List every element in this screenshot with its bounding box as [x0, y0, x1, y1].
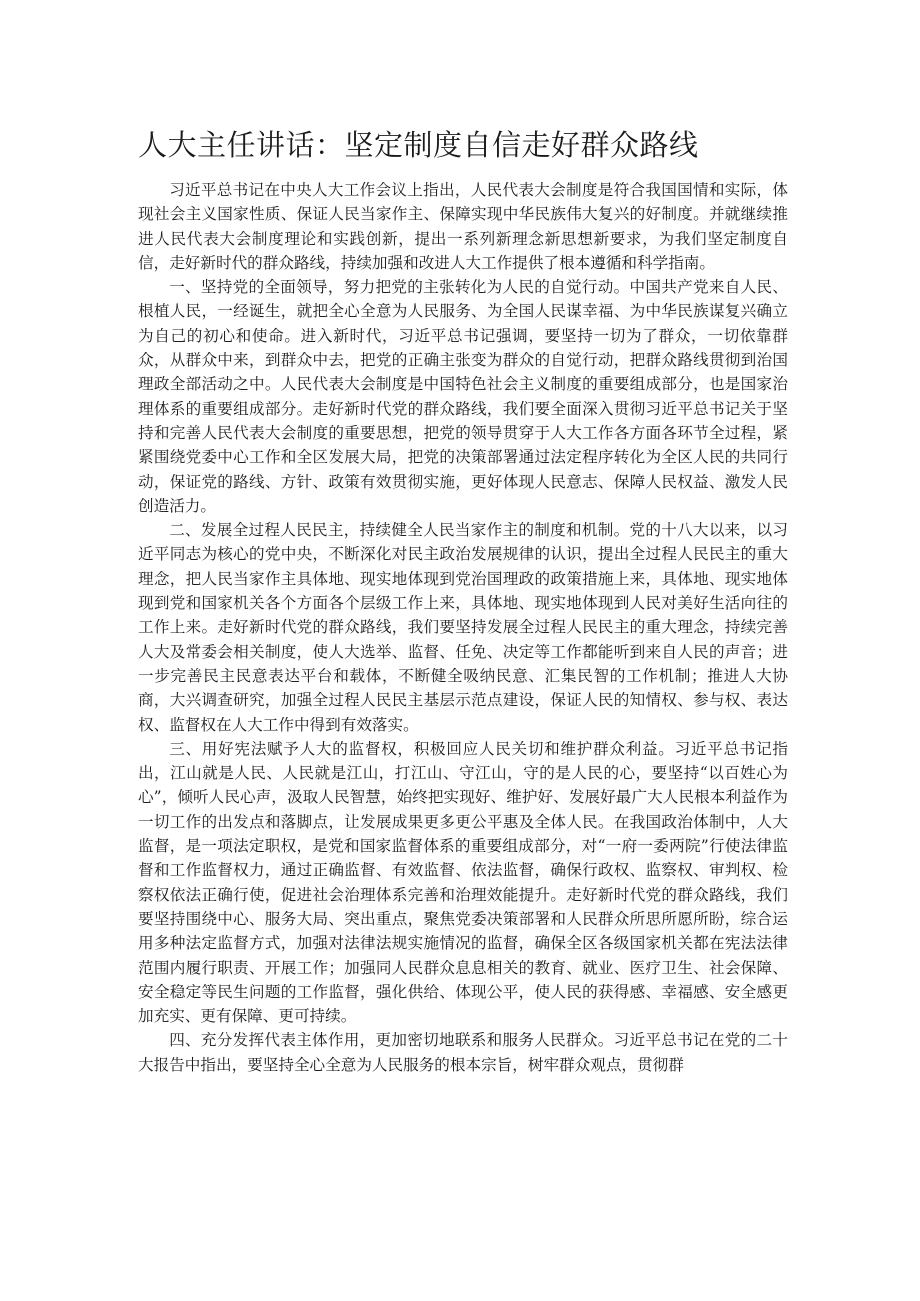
paragraph-section-4: 四、充分发挥代表主体作用，更加密切地联系和服务人民群众。习近平总书记在党的二十大报告中指出，要坚持全心全意为人民服务的根本宗旨，树牢群众观点，贯彻群 [138, 1031, 788, 1074]
document-body [138, 178, 788, 1077]
document-title: 人大主任讲话：坚定制度自信走好群众路线 [138, 128, 699, 162]
paragraph-section-1: 一、坚持党的全面领导，努力把党的主张转化为人民的自觉行动。中国共产党来自人民、根植人民，一经诞生，就把全心全意为人民服务、为全国人民谋幸福、为中华民族谋复兴确立为自己的初心和使命。进入新时代，习近平总书记强调，要坚持一切为了群众，一切依靠群众，从群众中来，到群众中去，把党的正确主张变为群众的自觉行动，把群众路线贯彻到治国理政全部活动之中。人民代表大会制度是中国特色社会主义制度的重要组成部分，也是国家治理体系的重要组成部分。走好新时代党的群众路线，我们要全面深入贯彻习近平总书记关于坚持和完善人民代表大会制度的重要思想，把党的领导贯穿于人大工作各方面各环节全过程，紧紧围绕党委中心工作和全区发展大局，把党的决策部署通过法定程序转化为全区人民的共同行动，保证党的路线、方针、政策有效贯彻实施，更好体现人民意志、保障人民权益、激发人民创造活力。 [138, 278, 788, 515]
paragraph-section-2: 二、发展全过程人民民主，持续健全人民当家作主的制度和机制。党的十八大以来，以习近平同志为核心的党中央，不断深化对民主政治发展规律的认识，提出全过程人民民主的重大理念，把人民当家作主具体地、现实地体现到党治国理政的政策措施上来，具体地、现实地体现到党和国家机关各个方面各个层级工作上来，具体地、现实地体现到人民对美好生活向往的工作上来。走好新时代党的群众路线，我们要坚持发展全过程人民民主的重大理念，持续完善人大及常委会相关制度，使人大选举、监督、任免、决定等工作都能听到来自人民的声音；进一步完善民主民意表达平台和载体，不断健全吸纳民意、汇集民智的工作机制；推进人大协商，大兴调查研究，加强全过程人民民主基层示范点建设，保证人民的知情权、参与权、表达权、监督权在人大工作中得到有效落实。 [138, 521, 788, 734]
paragraph-section-3: 三、用好宪法赋予人大的监督权，积极回应人民关切和维护群众利益。习近平总书记指出，江山就是人民、人民就是江山，打江山、守江山，守的是人民的心，要坚持“以百姓心为心”，倾听人民心声，汲取人民智慧，始终把实现好、维护好、发展好最广大人民根本利益作为一切工作的出发点和落脚点，让发展成果更多更公平惠及全体人民。在我国政治体制中，人大监督，是一项法定职权，是党和国家监督体系的重要组成部分，对“一府一委两院”行使法律监督和工作监督权力，通过正确监督、有效监督、依法监督，确保行政权、监察权、审判权、检察权依法正确行使，促进社会治理体系完善和治理效能提升。走好新时代党的群众路线，我们要坚持围绕中心、服务大局、突出重点，聚焦党委决策部署和人民群众所思所愿所盼，综合运用多种法定监督方式，加强对法律法规实施情况的监督，确保全区各级国家机关都在宪法法律范围内履行职责、开展工作；加强同人民群众息息相关的教育、就业、医疗卫生、社会保障、安全稳定等民生问题的工作监督，强化供给、体现公平，使人民的获得感、幸福感、安全感更加充实、更有保障、更可持续。 [138, 739, 788, 1026]
paragraph-intro: 习近平总书记在中央人大工作会议上指出，人民代表大会制度是符合我国国情和实际，体现社会主义国家性质、保证人民当家作主、保障实现中华民族伟大复兴的好制度。并就继续推进人民代表大会制度理论和实践创新，提出一系列新理念新思想新要求，为我们坚定制度自信，走好新时代的群众路线，持续加强和改进人大工作提供了根本遵循和科学指南。 [138, 181, 788, 272]
